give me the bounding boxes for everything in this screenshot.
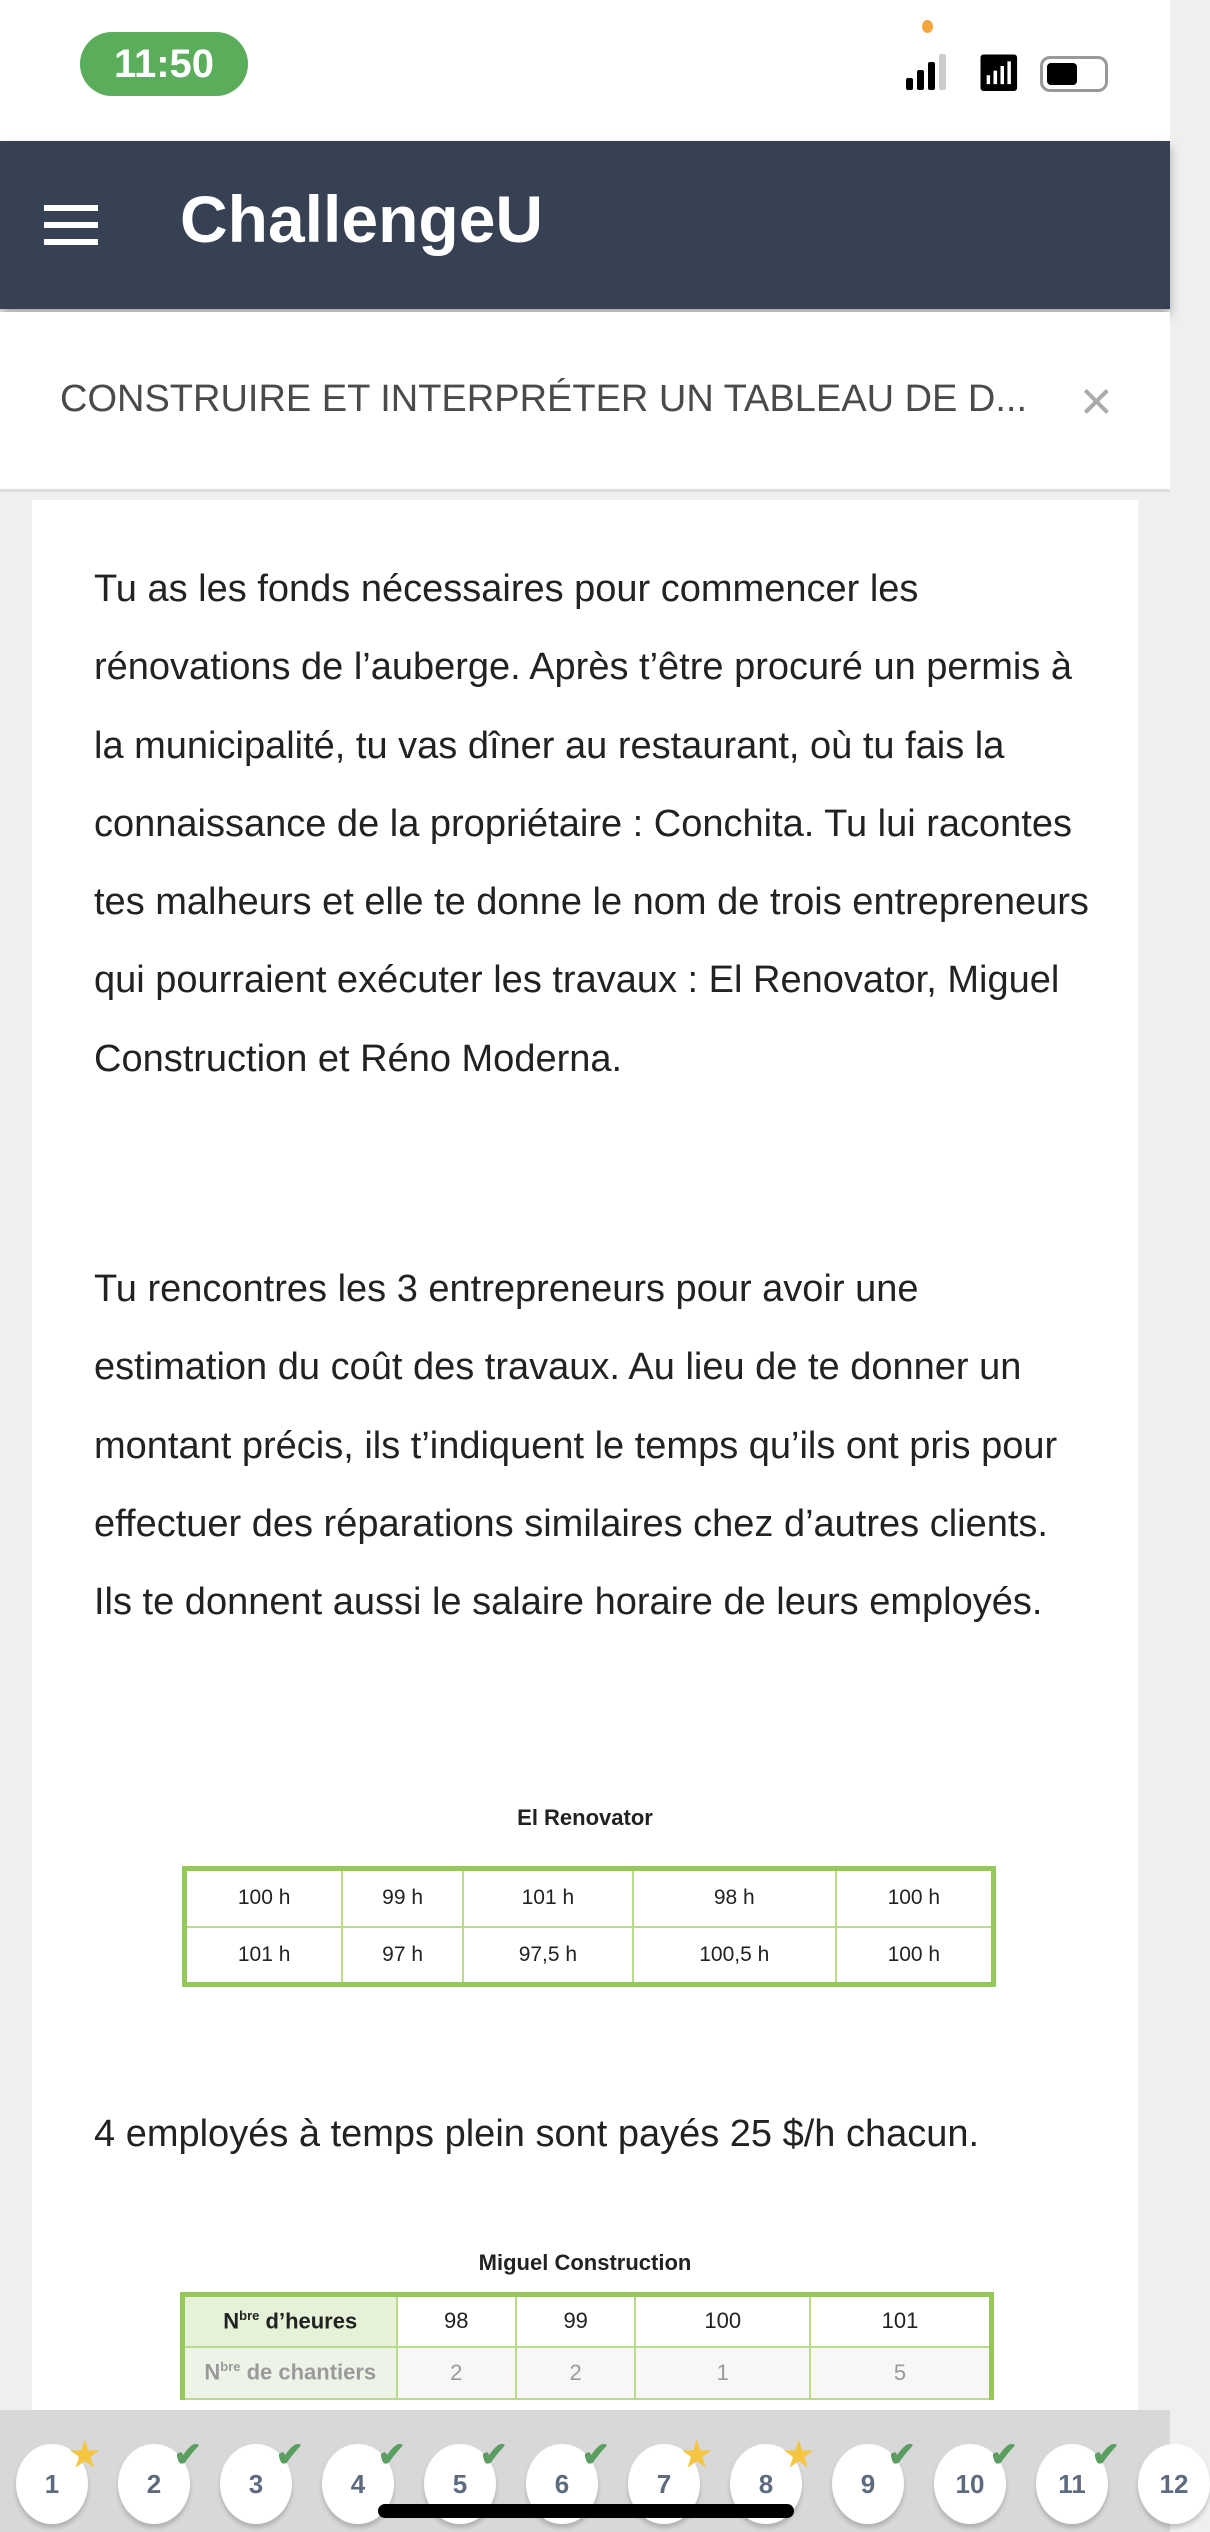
question-number: 1 — [44, 2468, 60, 2499]
check-icon: ✔ — [887, 2436, 916, 2474]
question-button-1[interactable] — [16, 2436, 100, 2524]
check-icon: ✔ — [173, 2436, 202, 2474]
check-icon: ✔ — [1091, 2436, 1120, 2474]
nbre-label: N — [204, 2359, 221, 2385]
question-button-3[interactable] — [220, 2436, 304, 2524]
question-button-11[interactable] — [1036, 2436, 1120, 2524]
lesson-titlebar — [0, 312, 1170, 492]
signal-icon — [906, 54, 946, 90]
row-header — [183, 2295, 397, 2347]
star-icon: ★ — [783, 2436, 814, 2474]
table-cell: 100,5 h — [633, 1927, 836, 1985]
lesson-title: CONSTRUIRE ET INTERPRÉTER UN TABLEAU DE D... — [60, 378, 1028, 420]
check-icon: ✔ — [479, 2436, 508, 2474]
question-number: 7 — [656, 2468, 672, 2499]
table-title-el-renovator: El Renovator — [517, 1805, 653, 1830]
check-icon: ✔ — [989, 2436, 1018, 2474]
table-cell: 1 — [635, 2347, 810, 2399]
check-icon: ✔ — [377, 2436, 406, 2474]
table-cell: 97,5 h — [463, 1927, 633, 1985]
privacy-indicator-icon — [922, 20, 933, 33]
question-number: 3 — [248, 2468, 264, 2499]
nbre-sup: bre — [239, 2308, 260, 2324]
question-number: 9 — [860, 2468, 876, 2499]
table-cell: 97 h — [342, 1927, 463, 1985]
close-icon[interactable]: × — [1080, 369, 1113, 432]
table-cell: 101 h — [463, 1869, 633, 1927]
table-cell: 5 — [810, 2347, 991, 2399]
table-row — [183, 2295, 992, 2347]
salary-sentence: 4 employés à temps plein sont payés 25 $/h chacun. — [94, 2113, 980, 2155]
nbre-sup: bre — [220, 2359, 241, 2375]
table-cell: 100 h — [185, 1869, 343, 1927]
home-indicator[interactable] — [378, 2504, 794, 2518]
table-cell: 99 — [516, 2295, 635, 2347]
nbre-label: N — [223, 2308, 240, 2334]
table-row — [185, 1869, 994, 1927]
table-cell: 2 — [516, 2347, 635, 2399]
check-icon: ✔ — [275, 2436, 304, 2474]
question-number: 10 — [955, 2468, 985, 2499]
table-cell: 101 h — [185, 1927, 343, 1985]
question-number: 5 — [452, 2468, 468, 2499]
question-number: 11 — [1058, 2468, 1086, 2499]
paragraph-intro: Tu as les fonds nécessaires pour commencer les rénovations de l’auberge. Après t’être procuré un permis à la municipalité, tu vas dîner au restaurant, où tu fais la connaissance de la propriétaire : Conchita. Tu lui racontes tes malheurs et elle te donne le nom de trois entrepreneurs qui pourraient exécuter les travaux : El Renovator, Miguel Construction et Réno Moderna. — [94, 568, 1089, 1080]
check-icon: ✔ — [581, 2436, 610, 2474]
question-button-9[interactable] — [832, 2436, 916, 2524]
table-cell: 100 h — [836, 1869, 994, 1927]
table-cell: 98 h — [633, 1869, 836, 1927]
status-bar — [0, 0, 1170, 141]
question-number: 2 — [146, 2468, 162, 2499]
table-cell: 98 — [397, 2295, 516, 2347]
app-header — [0, 141, 1170, 309]
el-renovator-table — [182, 1866, 996, 1987]
row-header-label: de chantiers — [246, 2359, 377, 2385]
question-button-12[interactable] — [1138, 2444, 1210, 2524]
battery-icon — [1040, 56, 1108, 92]
star-icon: ★ — [69, 2436, 100, 2474]
table-row — [185, 1927, 994, 1985]
row-header — [183, 2347, 397, 2399]
table-title-miguel: Miguel Construction — [478, 2250, 692, 2275]
row-header-label: d’heures — [265, 2308, 358, 2334]
status-time: 11:50 — [80, 32, 248, 96]
table-cell: 2 — [397, 2347, 516, 2399]
wifi-icon: 📶︎ — [976, 52, 1022, 93]
question-number: 12 — [1159, 2468, 1189, 2499]
content-card — [32, 500, 1138, 2410]
app-title: ChallengeU — [180, 182, 544, 256]
table-row — [183, 2347, 992, 2399]
question-number: 8 — [758, 2468, 774, 2499]
question-button-10[interactable] — [934, 2436, 1018, 2524]
paragraph-estimates: Tu rencontres les 3 entrepreneurs pour avoir une estimation du coût des travaux. Au lieu de te donner un montant précis, ils t’indiquent le temps qu’ils ont pris pour effectuer des réparations similaires chez d’autres clients. Ils te donnent aussi le salaire horaire de leurs employés. — [94, 1268, 1058, 1624]
miguel-construction-table — [180, 2292, 994, 2400]
table-cell: 101 — [810, 2295, 991, 2347]
table-cell: 100 — [635, 2295, 810, 2347]
question-number: 4 — [350, 2468, 366, 2499]
question-button-2[interactable] — [118, 2436, 202, 2524]
table-cell: 99 h — [342, 1869, 463, 1927]
question-number: 6 — [554, 2468, 570, 2499]
table-cell: 100 h — [836, 1927, 994, 1985]
hamburger-menu-icon[interactable] — [44, 205, 98, 245]
star-icon: ★ — [681, 2436, 712, 2474]
